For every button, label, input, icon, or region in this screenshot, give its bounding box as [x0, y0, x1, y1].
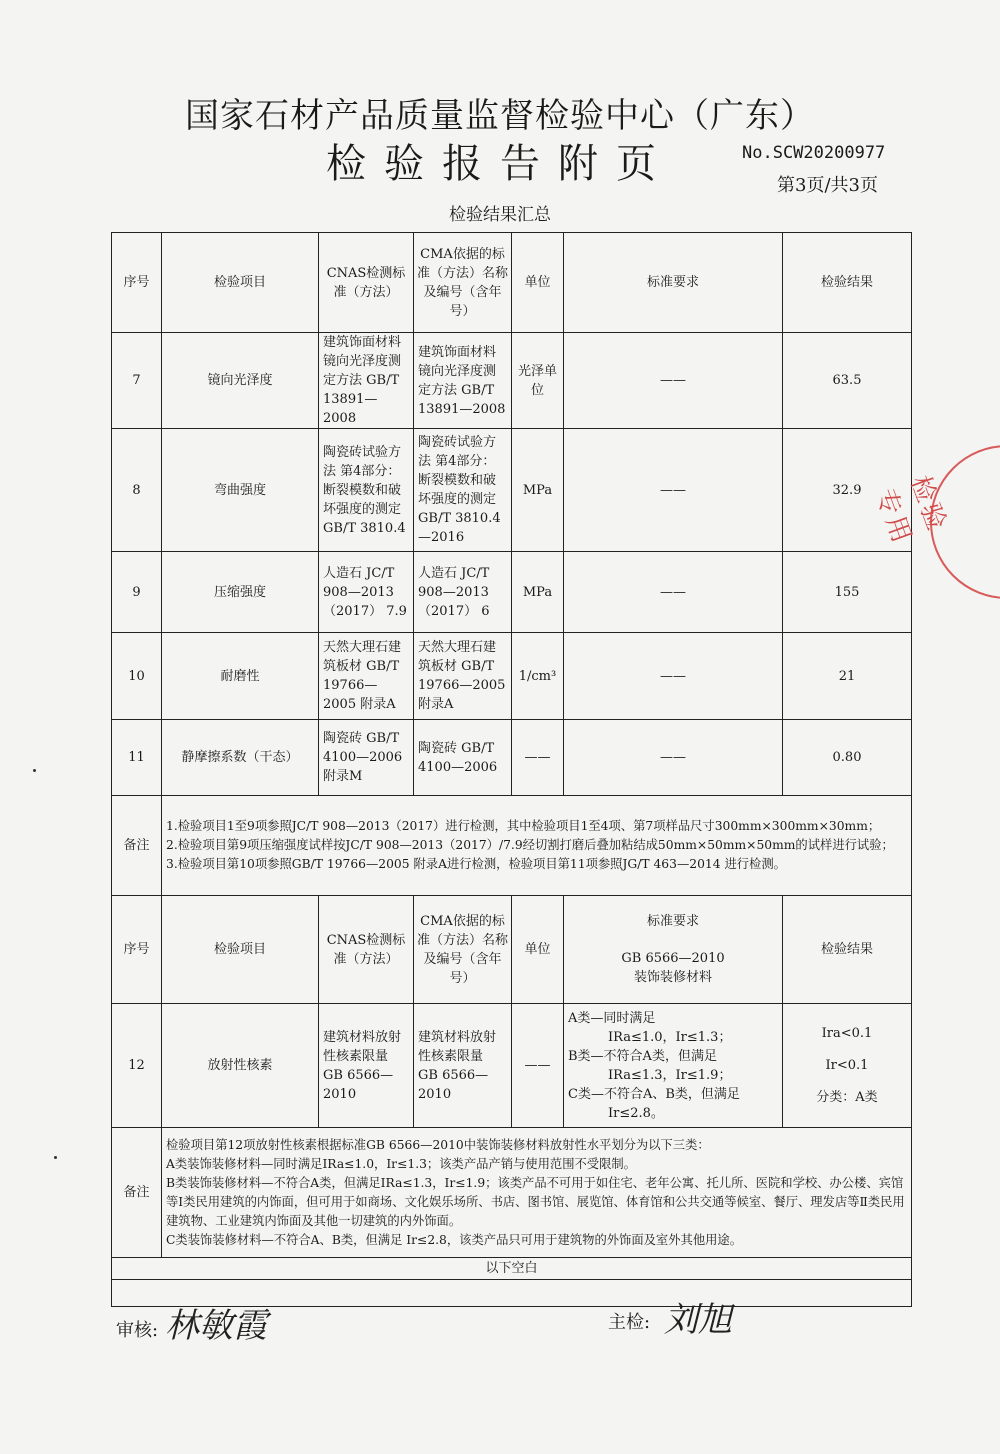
row-seq: 11 — [112, 720, 162, 796]
row-result: 32.9 — [783, 429, 912, 552]
results-table — [111, 232, 912, 1307]
notes-content — [162, 796, 912, 896]
header-item: 检验项目 — [162, 233, 319, 333]
header-cnas: CNAS检测标准（方法） — [319, 896, 414, 1004]
stamp-text: 检验专用 — [869, 472, 953, 550]
requirement-line: IRa≤1.3，Ir≤1.9； — [608, 1067, 732, 1083]
note-line: B类装饰装修材料—不符合A类，但满足IRa≤1.3，Ir≤1.9；该类产品不可用于如住宅、老年公寓、托儿所、医院和学校、办公楼、宾馆等Ⅰ类民用建筑的内饰面，但可用于如商场、文化娱乐场所、书店、图书馆、展览馆、体育馆和公共交通等候室、餐厅、理发店等Ⅱ类民用建筑物、工业建筑内饰面及其他一切建筑的内外饰面。 — [166, 1175, 905, 1228]
row-item: 耐磨性 — [162, 633, 319, 720]
header-cma: CMA依据的标准（方法）名称及编号（含年号） — [414, 896, 512, 1004]
row-seq: 9 — [112, 552, 162, 633]
note-line: 3.检验项目第10项参照GB/T 19766—2005 附录A进行检测，检验项目第11项参照JG/T 463—2014 进行检测。 — [166, 857, 786, 871]
inspector-signature: 刘旭 — [664, 1300, 732, 1340]
row-unit: 光泽单位 — [512, 333, 564, 429]
row-cma: 人造石 JC/T 908—2013（2017） 6 — [414, 552, 512, 633]
row-cma: 建筑材料放射性核素限量 GB 6566—2010 — [414, 1004, 512, 1128]
requirement-line: IRa≤1.0，Ir≤1.3； — [608, 1029, 732, 1045]
header-seq: 序号 — [112, 896, 162, 1004]
row-requirement: —— — [564, 333, 783, 429]
row-seq: 12 — [112, 1004, 162, 1128]
header-cma: CMA依据的标准（方法）名称及编号（含年号） — [414, 233, 512, 333]
table-row — [112, 429, 912, 552]
row-unit: —— — [512, 1004, 564, 1128]
header-result: 检验结果 — [783, 896, 912, 1004]
row-unit: MPa — [512, 429, 564, 552]
row-cnas: 陶瓷砖 GB/T 4100—2006 附录M — [319, 720, 414, 796]
row-cma: 建筑饰面材料镜向光泽度测定方法 GB/T 13891—2008 — [414, 333, 512, 429]
notes-content — [162, 1128, 912, 1258]
inspector-label: 主检: — [608, 1312, 651, 1333]
result-line: 分类：A类 — [816, 1089, 878, 1105]
row-cma: 陶瓷砖 GB/T 4100—2006 — [414, 720, 512, 796]
note-line: 2.检验项目第9项压缩强度试样按JC/T 908—2013（2017）/7.9经切割打磨后叠加粘结成50mm×50mm×50mm的试样进行试验； — [166, 838, 894, 852]
row-seq: 10 — [112, 633, 162, 720]
scan-speck — [33, 769, 36, 772]
row-unit: —— — [512, 720, 564, 796]
requirement-line: B类—不符合A类，但满足 — [568, 1048, 717, 1064]
note-line: C类装饰装修材料—不符合A、B类，但满足 Ir≤2.8，该类产品只可用于建筑物的外饰面及室外其他用途。 — [166, 1232, 743, 1247]
note-line: A类装饰装修材料—同时满足IRa≤1.0，Ir≤1.3；该类产品产销与使用范围不受限制。 — [166, 1156, 636, 1171]
notes-row — [112, 1128, 912, 1258]
row-requirement — [564, 1004, 783, 1128]
note-line: 检验项目第12项放射性核素根据标准GB 6566—2010中装饰装修材料放射性水平划分为以下三类： — [166, 1137, 710, 1152]
row-result: 21 — [783, 633, 912, 720]
notes-label: 备注 — [112, 796, 162, 896]
requirement-material: 装饰装修材料 — [633, 970, 712, 985]
requirement-line: C类—不符合A、B类，但满足 — [568, 1086, 740, 1102]
table1-header-row — [112, 233, 912, 333]
row-requirement: —— — [564, 633, 783, 720]
header-unit: 单位 — [512, 233, 564, 333]
header-result: 检验结果 — [783, 233, 912, 333]
requirement-line: Ir≤2.8。 — [608, 1105, 664, 1121]
row-requirement: —— — [564, 429, 783, 552]
header-cnas: CNAS检测标准（方法） — [319, 233, 414, 333]
row-cma: 天然大理石建筑板材 GB/T 19766—2005 附录A — [414, 633, 512, 720]
blank-row — [112, 1258, 912, 1280]
result-line: Ira<0.1 — [821, 1025, 873, 1041]
row-result: 63.5 — [783, 333, 912, 429]
row-result: 0.80 — [783, 720, 912, 796]
row-item: 压缩强度 — [162, 552, 319, 633]
row-cnas: 天然大理石建筑板材 GB/T 19766—2005 附录A — [319, 633, 414, 720]
row-cnas: 人造石 JC/T 908—2013（2017） 7.9 — [319, 552, 414, 633]
row-item: 放射性核素 — [162, 1004, 319, 1128]
row-item: 弯曲强度 — [162, 429, 319, 552]
summary-title: 检验结果汇总 — [449, 205, 551, 225]
requirement-standard: GB 6566—2010 — [621, 951, 725, 966]
requirement-title: 标准要求 — [646, 914, 699, 929]
row-seq: 7 — [112, 333, 162, 429]
row-requirement: —— — [564, 720, 783, 796]
header-requirement — [564, 896, 783, 1004]
notes-row — [112, 796, 912, 896]
row-result: 155 — [783, 552, 912, 633]
page-count: 第3页/共3页 — [777, 175, 878, 196]
row-item: 镜向光泽度 — [162, 333, 319, 429]
row-item: 静摩擦系数（干态） — [162, 720, 319, 796]
table-row — [112, 720, 912, 796]
report-number: No.SCW20200977 — [742, 143, 886, 163]
requirement-line: A类—同时满足 — [568, 1010, 656, 1026]
review-signature: 林敏霞 — [165, 1306, 267, 1346]
row-result — [783, 1004, 912, 1128]
row-cma: 陶瓷砖试验方法 第4部分：断裂模数和破坏强度的测定 GB/T 3810.4—2016 — [414, 429, 512, 552]
scan-speck — [54, 1156, 57, 1159]
table-row — [112, 1004, 912, 1128]
header-unit: 单位 — [512, 896, 564, 1004]
header-item: 检验项目 — [162, 896, 319, 1004]
table-row — [112, 633, 912, 720]
row-seq: 8 — [112, 429, 162, 552]
report-title: 检验报告附页 — [326, 141, 674, 187]
blank-text: 以下空白 — [112, 1258, 912, 1280]
table-row — [112, 333, 912, 429]
result-line: Ir<0.1 — [825, 1057, 869, 1073]
review-label: 审核: — [116, 1320, 159, 1341]
row-cnas: 陶瓷砖试验方法 第4部分：断裂模数和破坏强度的测定 GB/T 3810.4 — [319, 429, 414, 552]
org-title: 国家石材产品质量监督检验中心（广东） — [185, 96, 815, 136]
row-unit: MPa — [512, 552, 564, 633]
row-cnas: 建筑饰面材料镜向光泽度测定方法 GB/T 13891—2008 — [319, 333, 414, 429]
header-seq: 序号 — [112, 233, 162, 333]
note-line: 1.检验项目1至9项参照JC/T 908—2013（2017）进行检测，其中检验项目1至4项、第7项样品尺寸300mm×300mm×30mm； — [166, 819, 881, 833]
notes-label: 备注 — [112, 1128, 162, 1258]
table2-header-row — [112, 896, 912, 1004]
header-requirement: 标准要求 — [564, 233, 783, 333]
row-requirement: —— — [564, 552, 783, 633]
row-cnas: 建筑材料放射性核素限量 GB 6566—2010 — [319, 1004, 414, 1128]
table-row — [112, 552, 912, 633]
row-unit: 1/cm³ — [512, 633, 564, 720]
